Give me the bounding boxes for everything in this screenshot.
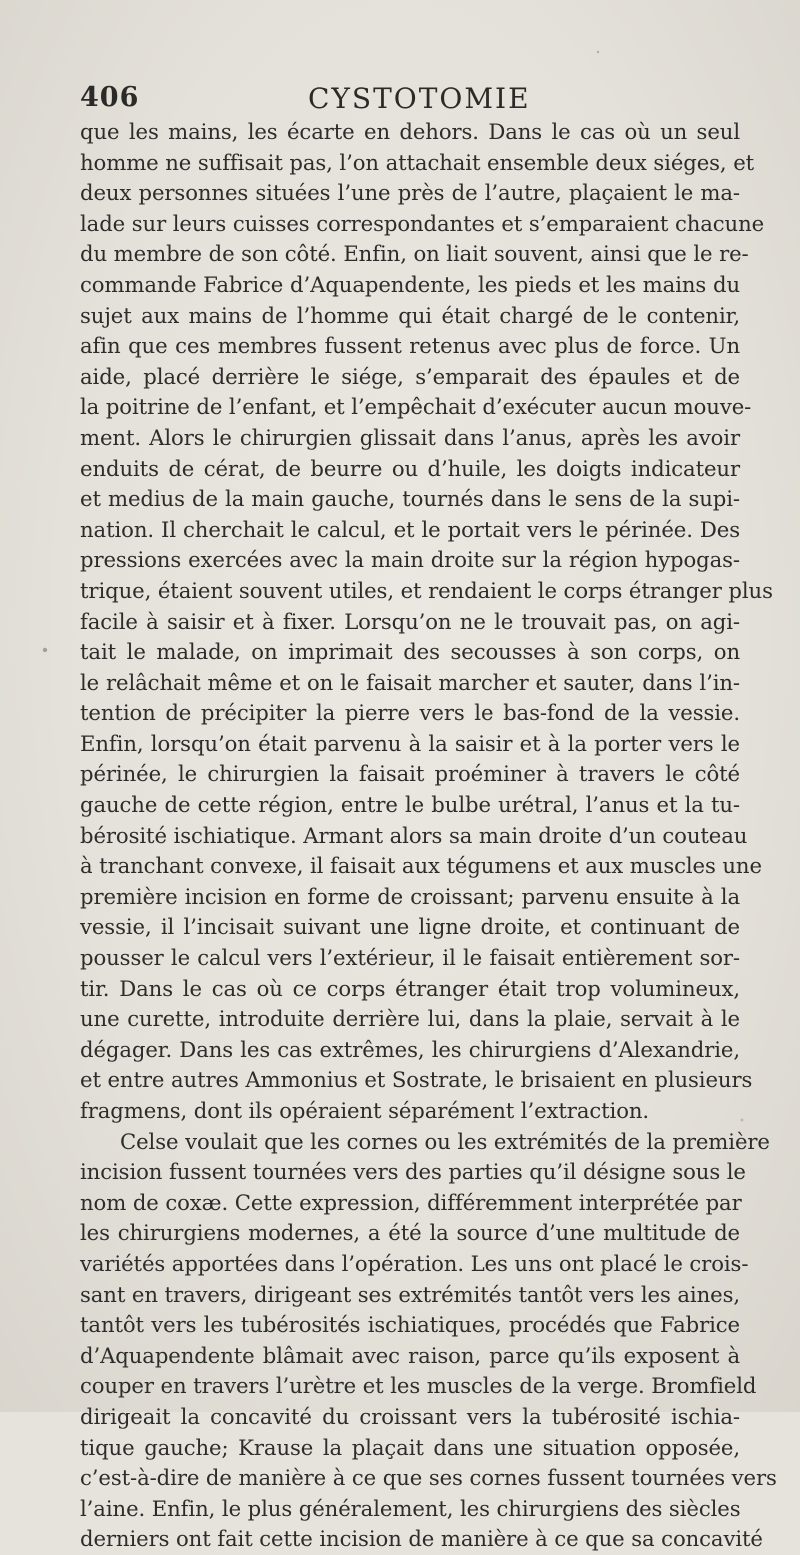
text-line: derniers ont fait cette incision de manière à ce que sa concavité — [80, 1526, 763, 1552]
text-line: couper en travers l’urètre et les muscles de la verge. Bromfield — [80, 1373, 757, 1399]
text-line: Enfin, lorsqu’on était parvenu à la saisir et à la porter vers le — [80, 730, 740, 756]
text-line: homme ne suffisait pas, l’on attachait ensemble deux siéges, et — [80, 149, 755, 175]
text-line: tantôt vers les tubérosités ischiatiques, procédés que Fabrice — [80, 1312, 740, 1338]
text-line: lade sur leurs cuisses correspondantes et s’emparaient chacune — [80, 210, 765, 236]
text-line: les chirurgiens modernes, a été la source d’une multitude de — [80, 1220, 740, 1246]
page-number: 406 — [80, 82, 140, 113]
text-line: dégager. Dans les cas extrêmes, les chirurgiens d’Alexandrie, — [80, 1036, 740, 1062]
text-line: aide, placé derrière le siége, s’emparait des épaules et de — [80, 363, 740, 389]
text-line: ment. Alors le chirurgien glissait dans l’anus, après les avoir — [80, 424, 740, 450]
text-line: bérosité ischiatique. Armant alors sa main droite d’un couteau — [80, 822, 748, 848]
text-line: pressions exercées avec la main droite sur la région hypogas- — [80, 547, 740, 573]
text-line: trique, étaient souvent utiles, et rendaient le corps étranger plus — [80, 577, 773, 603]
text-line: nation. Il cherchait le calcul, et le portait vers le périnée. Des — [80, 516, 740, 542]
body-text — [80, 117, 777, 1555]
text-line: du membre de son côté. Enfin, on liait souvent, ainsi que le re- — [80, 241, 749, 267]
ink-speck — [597, 51, 599, 53]
text-line: à tranchant convexe, il faisait aux tégumens et aux muscles une — [80, 853, 762, 879]
text-line: l’aine. Enfin, le plus généralement, les chirurgiens des siècles — [80, 1495, 741, 1521]
text-line: deux personnes situées l’une près de l’autre, plaçaient le ma- — [80, 180, 740, 206]
text-line: facile à saisir et à fixer. Lorsqu’on ne le trouvait pas, on agi- — [80, 608, 740, 634]
text-line: c’est-à-dire de manière à ce que ses cornes fussent tournées vers — [80, 1465, 777, 1491]
text-line: Celse voulait que les cornes ou les extrémités de la première — [120, 1128, 770, 1154]
text-line: une curette, introduite derrière lui, dans la plaie, servait à le — [80, 1006, 740, 1032]
text-line: dirigeait la concavité du croissant vers la tubérosité ischia- — [80, 1403, 740, 1429]
text-line: sujet aux mains de l’homme qui était chargé de le contenir, — [80, 302, 740, 328]
ink-speck — [741, 1119, 744, 1122]
text-line: commande Fabrice d’Aquapendente, les pieds et les mains du — [80, 271, 740, 297]
text-line: gauche de cette région, entre le bulbe urétral, l’anus et la tu- — [80, 792, 740, 818]
text-line: tique gauche; Krause la plaçait dans une situation opposée, — [80, 1434, 740, 1460]
text-line: tention de précipiter la pierre vers le bas-fond de la vessie. — [80, 700, 740, 726]
text-line: nom de coxæ. Cette expression, différemment interprétée par — [80, 1189, 742, 1215]
text-line: périnée, le chirurgien la faisait proéminer à travers le côté — [80, 761, 740, 787]
text-line: et entre autres Ammonius et Sostrate, le brisaient en plusieurs — [80, 1067, 753, 1093]
running-title: CYSTOTOMIE — [308, 82, 531, 115]
text-line: et medius de la main gauche, tournés dans le sens de la supi- — [80, 486, 740, 512]
text-line: le relâchait même et on le faisait marcher et sauter, dans l’in- — [80, 669, 740, 695]
text-line: d’Aquapendente blâmait avec raison, parce qu’ils exposent à — [80, 1342, 740, 1368]
text-line: afin que ces membres fussent retenus avec plus de force. Un — [80, 333, 740, 359]
ink-speck — [43, 648, 47, 652]
text-line: sant en travers, dirigeant ses extrémités tantôt vers les aines, — [80, 1281, 740, 1307]
text-line: incision fussent tournées vers des parties qu’il désigne sous le — [80, 1159, 746, 1185]
text-line: enduits de cérat, de beurre ou d’huile, les doigts indicateur — [80, 455, 740, 481]
page-header — [68, 82, 708, 120]
text-line: première incision en forme de croissant; parvenu ensuite à la — [80, 883, 740, 909]
text-line: tait le malade, on imprimait des secousses à son corps, on — [80, 639, 740, 665]
text-line: que les mains, les écarte en dehors. Dans le cas où un seul — [80, 119, 740, 144]
text-line: pousser le calcul vers l’extérieur, il le faisait entièrement sor- — [80, 945, 740, 971]
text-line: tir. Dans le cas où ce corps étranger était trop volumineux, — [80, 975, 740, 1001]
text-line: la poitrine de l’enfant, et l’empêchait d’exécuter aucun mouve- — [80, 394, 752, 420]
text-line: vessie, il l’incisait suivant une ligne droite, et continuant de — [80, 914, 740, 940]
text-line: fragmens, dont ils opéraient séparément l’extraction. — [80, 1098, 650, 1123]
text-line: variétés apportées dans l’opération. Les uns ont placé le crois- — [80, 1250, 749, 1276]
